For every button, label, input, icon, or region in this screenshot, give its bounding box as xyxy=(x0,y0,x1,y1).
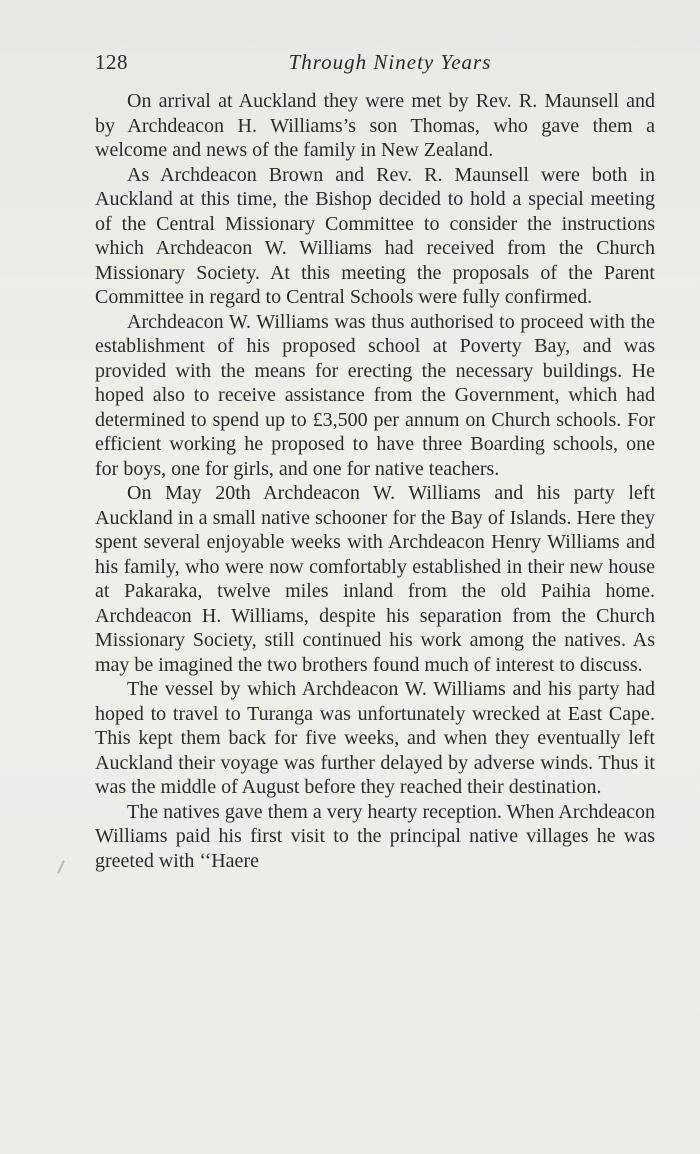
margin-pencil-mark xyxy=(57,860,65,874)
paragraph-2: As Archdeacon Brown and Rev. R. Maunsell were both in Auckland at this time, the Bishop decided to hold a special meeting of the Central Missionary Committee to consider the instructions which Archdeacon W. Williams had received from the Church Missionary Society. At this meeting the proposals of the Parent Committee in regard to Central Schools were fully confirmed. xyxy=(95,163,655,308)
page-number: 128 xyxy=(95,50,128,74)
paragraph-5: The vessel by which Archdeacon W. Williams and his party had hoped to travel to Turanga was unfortunately wrecked at East Cape. This kept them back for five weeks, and when they eventually left Auckland their voyage was further delayed by adverse winds. Thus it was the middle of August before they reached their destination. xyxy=(95,678,655,798)
paragraph-1: On arrival at Auckland they were met by Rev. R. Maunsell and by Archdeacon H. Williams’s son Thomas, who gave them a welcome and news of the family in New Zealand. xyxy=(95,90,655,161)
paragraph-4: On May 20th Archdeacon W. Williams and his party left Auckland in a small native schooner for the Bay of Islands. Here they spent several enjoyable weeks with Archdeacon Henry Williams and his family, who were now comfortably established in their new house at Pakaraka, twelve miles inland from the old Paihia home. Archdeacon H. Williams, despite his separation from the Church Missionary Society, still continued his work among the natives. As may be imagined the two brothers found much of interest to discuss. xyxy=(95,482,655,676)
paragraph-6: The natives gave them a very hearty reception. When Archdeacon Williams paid his first visit to the principal native villages he was greeted with ‘‘Haere xyxy=(95,800,655,872)
running-title: Through Ninety Years xyxy=(288,50,492,74)
body-text xyxy=(95,89,655,873)
paragraph-3: Archdeacon W. Williams was thus authorised to proceed with the establishment of his proposed school at Poverty Bay, and was provided with the means for erecting the necessary buildings. He hoped also to receive assistance from the Government, which had determined to spend up to £3,500 per annum on Church schools. For efficient working he proposed to have three Boarding schools, one for boys, one for girls, and one for native teachers. xyxy=(95,310,655,480)
page-header xyxy=(95,50,655,80)
